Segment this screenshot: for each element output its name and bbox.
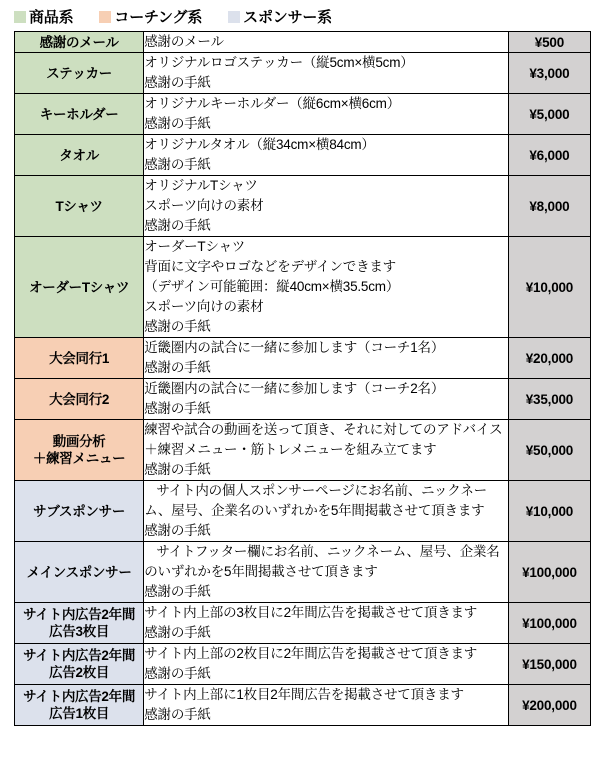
reward-detail-cell [144, 685, 509, 726]
reward-detail-line: オリジナルTシャツ [144, 178, 258, 193]
reward-detail-line: サイト内上部の3枚目に2年間広告を掲載させて頂きます [144, 605, 478, 620]
reward-name-cell [15, 176, 144, 237]
reward-price-cell: ¥150,000 [508, 644, 590, 685]
reward-name-cell [15, 603, 144, 644]
reward-detail-cell [144, 603, 509, 644]
reward-detail-line: 感謝の手紙 [144, 157, 211, 172]
reward-detail-cell [144, 644, 509, 685]
reward-detail-line: 感謝の手紙 [144, 462, 211, 477]
table-row [15, 237, 591, 338]
table-row [15, 135, 591, 176]
legend-swatch-coaching [99, 11, 111, 23]
table-row [15, 53, 591, 94]
reward-detail-line: サイト内の個人スポンサーページにお名前、ニックネーム、屋号、企業名のいずれかを5年間掲載させて頂きます [144, 483, 487, 518]
reward-price-cell: ¥3,000 [508, 53, 590, 94]
reward-detail-line: スポーツ向けの素材 [144, 198, 264, 213]
reward-detail-line: 感謝の手紙 [144, 319, 211, 334]
legend-item-goods [14, 10, 73, 25]
reward-name-line: ＋練習メニュー [32, 451, 126, 466]
table-row [15, 338, 591, 379]
reward-detail-line: 感謝の手紙 [144, 116, 211, 131]
reward-name-cell [15, 379, 144, 420]
reward-price-cell: ¥20,000 [508, 338, 590, 379]
legend-label: スポンサー系 [243, 8, 332, 26]
reward-detail-line: 感謝のメール [144, 34, 224, 49]
reward-name-line: 広告2枚目 [49, 665, 110, 680]
table-row [15, 176, 591, 237]
reward-price-cell: ¥50,000 [508, 420, 590, 481]
reward-detail-cell [144, 237, 509, 338]
reward-name-line: タオル [59, 147, 99, 163]
table-body [15, 32, 591, 726]
reward-detail-cell [144, 420, 509, 481]
reward-name-line: 広告1枚目 [49, 706, 110, 721]
legend-swatch-sponsor [228, 11, 240, 23]
reward-detail-cell [144, 94, 509, 135]
reward-name-cell [15, 135, 144, 176]
reward-detail-line: 背面に文字やロゴなどをデザインできます [144, 259, 396, 274]
table-row [15, 685, 591, 726]
reward-price-cell: ¥500 [508, 32, 590, 53]
reward-price-cell: ¥8,000 [508, 176, 590, 237]
reward-price-cell: ¥200,000 [508, 685, 590, 726]
table-row [15, 542, 591, 603]
reward-name-line: 感謝のメール [39, 34, 119, 50]
reward-detail-line: オリジナルタオル（縦34cm×横84cm） [144, 137, 375, 152]
table-row [15, 644, 591, 685]
reward-price-cell: ¥6,000 [508, 135, 590, 176]
reward-name-cell [15, 685, 144, 726]
reward-name-line: 大会同行1 [49, 350, 110, 366]
reward-detail-line: 感謝の手紙 [144, 401, 211, 416]
reward-detail-line: 感謝の手紙 [144, 707, 211, 722]
reward-name-cell [15, 420, 144, 481]
reward-price-cell: ¥100,000 [508, 603, 590, 644]
reward-detail-line: 近畿圏内の試合に一緒に参加します（コーチ2名） [144, 381, 445, 396]
reward-detail-line: 感謝の手紙 [144, 666, 211, 681]
reward-detail-line: サイト内上部に1枚目2年間広告を掲載させて頂きます [144, 687, 464, 702]
reward-detail-line: 感謝の手紙 [144, 584, 211, 599]
reward-name-cell [15, 53, 144, 94]
reward-detail-line: ＋練習メニュー・筋トレメニューを組み立てます [144, 442, 437, 457]
reward-detail-line: 感謝の手紙 [144, 75, 211, 90]
table-row [15, 420, 591, 481]
reward-price-cell: ¥5,000 [508, 94, 590, 135]
reward-price-cell: ¥10,000 [508, 237, 590, 338]
table-row [15, 94, 591, 135]
reward-detail-line: 感謝の手紙 [144, 625, 211, 640]
reward-price-cell: ¥10,000 [508, 481, 590, 542]
reward-detail-line: サイト内上部の2枚目に2年間広告を掲載させて頂きます [144, 646, 478, 661]
reward-name-line: オーダーTシャツ [29, 279, 130, 295]
reward-detail-line: オリジナルロゴステッカー（縦5cm×横5cm） [144, 55, 414, 70]
reward-name-line: サイト内広告2年間 [23, 689, 136, 704]
reward-name-cell [15, 542, 144, 603]
reward-name-cell [15, 338, 144, 379]
reward-detail-line: オーダーTシャツ [144, 239, 246, 254]
table-row [15, 32, 591, 53]
reward-detail-line: （デザイン可能範囲：縦40cm×横35.5cm） [144, 279, 400, 294]
reward-detail-cell [144, 481, 509, 542]
reward-name-line: ステッカー [46, 65, 112, 81]
legend-label: 商品系 [29, 8, 74, 26]
legend-label: コーチング系 [114, 8, 203, 26]
reward-name-cell [15, 237, 144, 338]
reward-name-line: サブスポンサー [33, 503, 126, 519]
reward-price-cell: ¥100,000 [508, 542, 590, 603]
reward-detail-line: 感謝の手紙 [144, 218, 211, 233]
reward-name-cell [15, 32, 144, 53]
reward-name-line: Tシャツ [55, 198, 103, 214]
reward-detail-line: 近畿圏内の試合に一緒に参加します（コーチ1名） [144, 340, 445, 355]
reward-detail-cell [144, 32, 509, 53]
reward-detail-cell [144, 53, 509, 94]
reward-name-line: 動画分析 [52, 434, 106, 449]
reward-detail-line: 感謝の手紙 [144, 523, 211, 538]
reward-name-cell [15, 94, 144, 135]
reward-detail-cell [144, 542, 509, 603]
reward-price-cell: ¥35,000 [508, 379, 590, 420]
reward-detail-cell [144, 338, 509, 379]
reward-detail-cell [144, 176, 509, 237]
reward-name-line: 大会同行2 [49, 391, 110, 407]
reward-name-line: サイト内広告2年間 [23, 607, 136, 622]
reward-name-line: サイト内広告2年間 [23, 648, 136, 663]
reward-detail-cell [144, 379, 509, 420]
category-legend [14, 7, 358, 27]
reward-detail-line: 練習や試合の動画を送って頂き、それに対してのアドバイス [144, 422, 503, 437]
table-row [15, 481, 591, 542]
reward-name-cell [15, 481, 144, 542]
legend-swatch-goods [14, 11, 26, 23]
table-row [15, 603, 591, 644]
legend-item-sponsor [228, 10, 332, 25]
reward-pricing-table [14, 31, 591, 726]
reward-detail-line: オリジナルキーホルダー（縦6cm×横6cm） [144, 96, 400, 111]
table-row [15, 379, 591, 420]
reward-detail-cell [144, 135, 509, 176]
reward-name-cell [15, 644, 144, 685]
reward-name-line: メインスポンサー [26, 564, 132, 580]
reward-detail-line: スポーツ向けの素材 [144, 299, 264, 314]
reward-name-line: キーホルダー [39, 106, 119, 122]
legend-item-coaching [99, 10, 202, 25]
reward-detail-line: サイトフッター欄にお名前、ニックネーム、屋号、企業名のいずれかを5年間掲載させて頂きます [144, 544, 500, 579]
reward-name-line: 広告3枚目 [49, 624, 110, 639]
reward-detail-line: 感謝の手紙 [144, 360, 211, 375]
